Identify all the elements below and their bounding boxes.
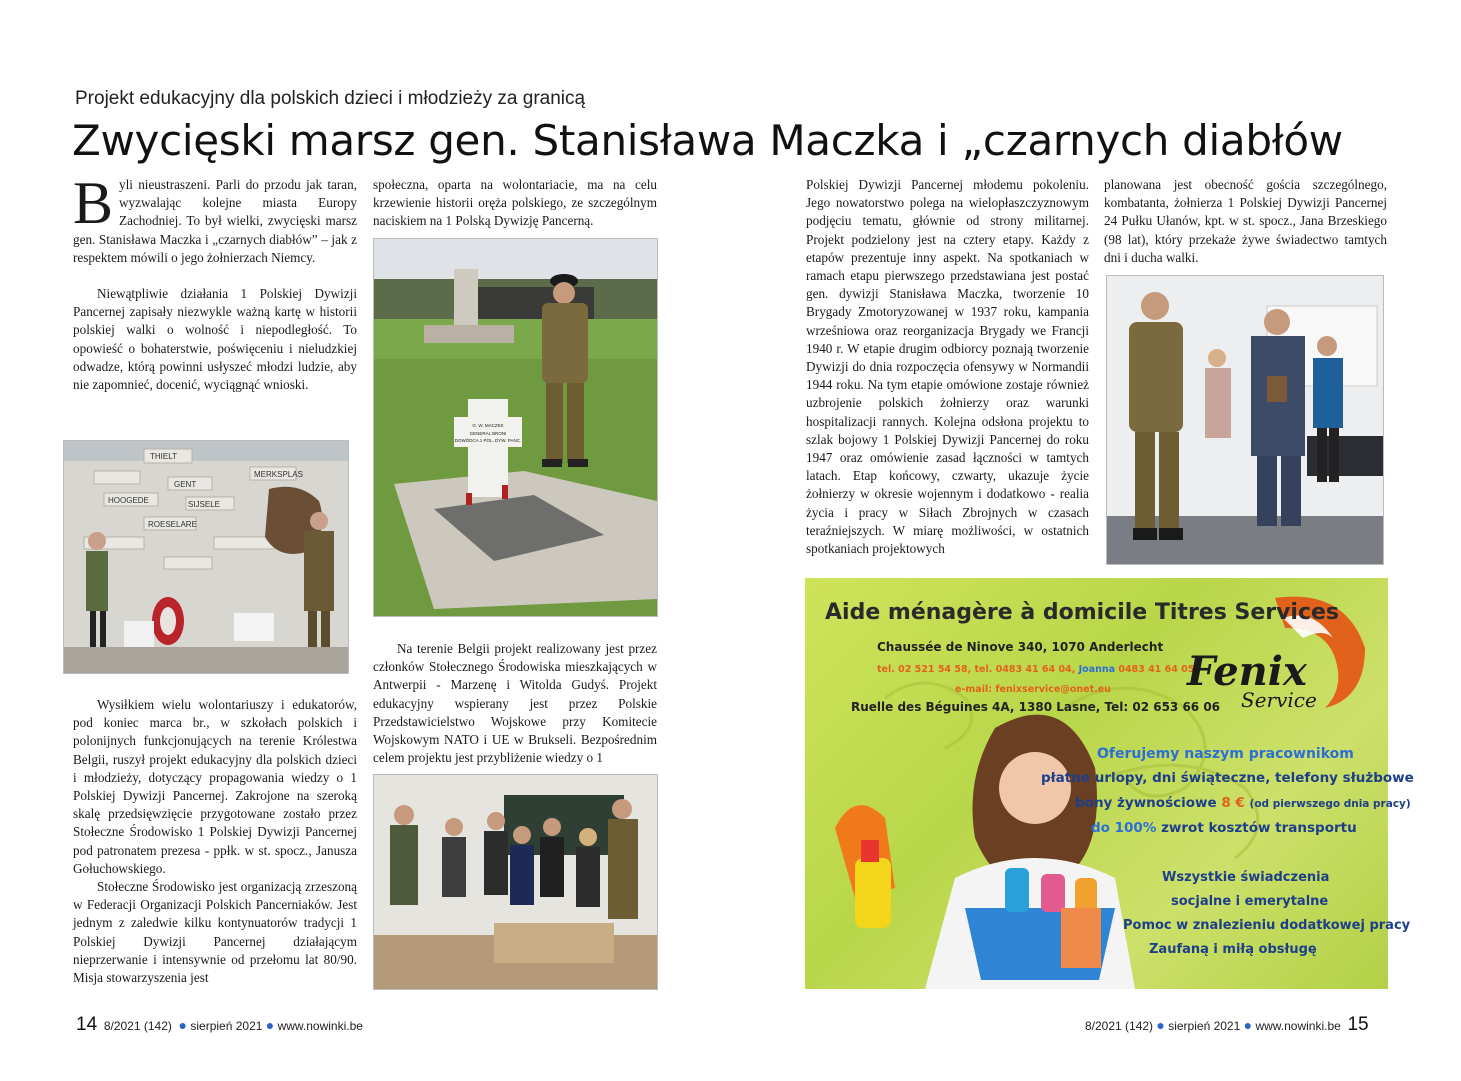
page-number-right: 15 bbox=[1347, 1014, 1369, 1035]
column-2-top bbox=[373, 176, 657, 231]
issue-date: sierpień 2021 bbox=[190, 1019, 263, 1033]
ad-offer-1: płatne urlopy, dni świąteczne, telefony służbowe bbox=[1041, 770, 1414, 786]
photo-memorial-wall bbox=[63, 440, 349, 674]
article-kicker: Projekt edukacyjny dla polskich dzieci i młodzieży za granicą bbox=[75, 88, 586, 109]
plaque-label: HOOGEDE bbox=[108, 496, 149, 505]
ad-phones-name: Joanna bbox=[1078, 664, 1116, 675]
plaque-label: ROESELARE bbox=[148, 520, 197, 529]
plaque-label: GENT bbox=[174, 480, 197, 489]
col4-paragraph-1: planowana jest obecność gościa szczególnego, kombatanta, żołnierza 1 Polskiej Dywizji Pancernej 24 Pułku Ułanów, kpt. w st. spocz., Jana Brzeskiego (98 lat), który przekaże żywe świadectwo tamtych dni i ducha walki. bbox=[1104, 177, 1387, 265]
ad-offer-2: bony żywnościowe bbox=[1075, 795, 1217, 811]
issue-number: 8/2021 (142) bbox=[103, 1019, 172, 1033]
column-1-bottom bbox=[73, 696, 357, 987]
col3-paragraph-1: Polskiej Dywizji Pancernej młodemu pokoleniu. Jego nowatorstwo polega na wielopłaszczyznowym podjęciu tematu, głównie od strony militarnej. Projekt podzielony jest na cztery etapy. Każdy z etapów prezentuje inny aspekt. Na spotkaniach w ramach etapu pierwszego przedstawiana jest postać gen. dywizji Stanisława Maczka, tworzenie 10 Brygady Zmotoryzowanej w 1937 roku, kampania wrześniowa oraz reorganizacja Brygady we Francji 1940 r. W etapie drugim odbiorcy poznają tworzenie Dywizji do dnia rozpoczęcia ofensywy w Normandii 1944 roku. Na tym etapie omówione zostaje również uzbrojenie polskich żołnierzy oraz warunki hospitalizacji rannych. Kolejna odsłona projektu to szlak bojowy 1 Polskiej Dywizji Pancernej do roku 1947 oraz omówienie zasad łączności w tamtych latach. Etap końcowy, czwarty, ukazuje życie żołnierzy w okresie wojennym i dodatkowo - realia życia i pracy w Siłach Zbrojnych w czasach teraźniejszych. W miarę możliwości, w ostatnich spotkaniach projektowych bbox=[806, 177, 1089, 557]
col1-paragraph-4: Stołeczne Środowisko jest organizacją zrzeszoną w Federacji Organizacji Polskich Pancerniaków. Jest jednym z zaledwie kilku kontynuatorów tradycji 1 Polskiej Dywizji Pancernej działającym nieprzerwanie i intensywnie od przełomu lat 80/90. Misja stowarzyszenia jest bbox=[73, 879, 357, 986]
footer-left bbox=[76, 1014, 363, 1036]
ad-phones: tel. 02 521 54 58, tel. 0483 41 64 04, bbox=[877, 664, 1076, 675]
ad-address-2: Ruelle des Béguines 4A, 1380 Lasne, Tel: 02 653 66 06 bbox=[851, 700, 1221, 714]
ad-address-1: Chaussée de Ninove 340, 1070 Anderlecht bbox=[877, 640, 1164, 654]
photo-classroom-group bbox=[373, 774, 658, 990]
ad-benefit-2: socjalne i emerytalne bbox=[1171, 894, 1329, 909]
ad-offer-2-amount: 8 € bbox=[1221, 795, 1245, 811]
ad-benefit-1: Wszystkie świadczenia bbox=[1162, 870, 1330, 885]
ad-email: e-mail: fenixservice@onet.eu bbox=[955, 684, 1111, 695]
grave-inscription: G. W. MACZEK bbox=[472, 423, 504, 428]
col2-paragraph-2: Na terenie Belgii projekt realizowany jest przez członków Stołecznego Środowiska mieszkających w Antwerpii - Marzenę i Witolda Gudyś. Projekt edukacyjny wspierany jest przez Polskie Przedstawicielstwo Wojskowe przy Komitecie Wojskowym NATO i UE w Brukseli. Bezpośrednim celem projektu jest przybliżenie wiedzy o 1 bbox=[373, 641, 657, 766]
ad-offer-3: zwrot kosztów transportu bbox=[1161, 820, 1357, 836]
ad-benefit-3: Pomoc w znalezieniu dodatkowej pracy bbox=[1123, 918, 1411, 933]
plaque-label: MERKSPLAS bbox=[254, 470, 303, 479]
ad-phones-2: 0483 41 64 05 bbox=[1118, 664, 1195, 675]
grave-inscription: GENERAL BRONI bbox=[469, 431, 507, 436]
footer-right bbox=[1085, 1014, 1369, 1036]
column-1-top bbox=[73, 170, 357, 394]
issue-number: 8/2021 (142) bbox=[1085, 1019, 1154, 1033]
ad-offer-2-note: (od pierwszego dnia pracy) bbox=[1249, 798, 1411, 810]
ad-brand: Fenix bbox=[1187, 648, 1307, 695]
photo-officers-with-children bbox=[1106, 275, 1384, 565]
bullet-icon: ● bbox=[1243, 1017, 1253, 1033]
ad-benefit-4: Zaufaną i miłą obsługę bbox=[1149, 942, 1317, 957]
column-4 bbox=[1104, 176, 1387, 267]
col2-paragraph-1: społeczna, oparta na wolontariacie, ma na celu krzewienie historii oręża polskiego, ze szczególnym naciskiem na 1 Polską Dywizję Pancerną. bbox=[373, 177, 657, 229]
ad-brand-sub: Service bbox=[1241, 688, 1317, 712]
article-headline: Zwycięski marsz gen. Stanisława Maczka i „czarnych diabłów bbox=[72, 116, 1343, 165]
bullet-icon: ● bbox=[178, 1017, 188, 1033]
plaque-label: SIJSELE bbox=[188, 500, 221, 509]
ad-title: Aide ménagère à domicile Titres Services bbox=[825, 600, 1340, 625]
issue-date: sierpień 2021 bbox=[1168, 1019, 1241, 1033]
col1-paragraph-3: Wysiłkiem wielu wolontariuszy i edukatorów, pod koniec marca br., w szkołach polskich i polonijnych funkcjonujących na terenie Królestwa Belgii, ruszył projekt edukacyjny dla polskich dzieci i młodzieży, dotyczący propagowania wiedzy o 1 Polskiej Dywizji Pancernej. Zakrojone na szeroką skalę przedsięwzięcie przygotowane zostało przez Stołeczne Środowisko 1 Polskiej Dywizji Pancernej pod patronatem prezesa - ppłk. w st. spocz., Janusza Gołuchowskiego. bbox=[73, 697, 357, 876]
col1-paragraph-2: Niewątpliwie działania 1 Polskiej Dywizji Pancernej zapisały niezwykle ważną kartę w historii polskiej walki o wolność i niepodległość. To opowieść o bohaterstwie, poświęceniu i nieludzkiej odwadze, którą powinni usłyszeć młodzi ludzie, aby nie zapomnieć, docenić, wyciągnąć wnioski. bbox=[73, 286, 357, 393]
website-link[interactable]: www.nowinki.be bbox=[277, 1019, 363, 1033]
advertisement-fenix bbox=[805, 578, 1414, 989]
ad-offer-heading: Oferujemy naszym pracownikom bbox=[1097, 746, 1354, 762]
column-3 bbox=[806, 176, 1089, 558]
column-2-bottom bbox=[373, 640, 657, 767]
drop-cap: B bbox=[73, 170, 114, 236]
col1-paragraph-1: yli nieustraszeni. Parli do przodu jak taran, wyzwalając kolejne miasta Europy Zachodniej. To był wielki, zwycięski marsz gen. Stanisława Maczka i „czarnych diabłów” – jak z respektem mówili o jego żołnierzach Niemcy. bbox=[73, 177, 357, 265]
bullet-icon: ● bbox=[265, 1017, 275, 1033]
ad-offer-3-percent: do 100% bbox=[1091, 820, 1157, 836]
bullet-icon: ● bbox=[1156, 1017, 1165, 1033]
website-link[interactable]: www.nowinki.be bbox=[1255, 1019, 1341, 1033]
page-number-left: 14 bbox=[76, 1014, 98, 1035]
plaque-label: THIELT bbox=[150, 452, 177, 461]
photo-grave-soldier bbox=[373, 238, 658, 617]
grave-inscription: DOWÓDCA 1 POL. DYW. PANC. bbox=[454, 438, 522, 443]
